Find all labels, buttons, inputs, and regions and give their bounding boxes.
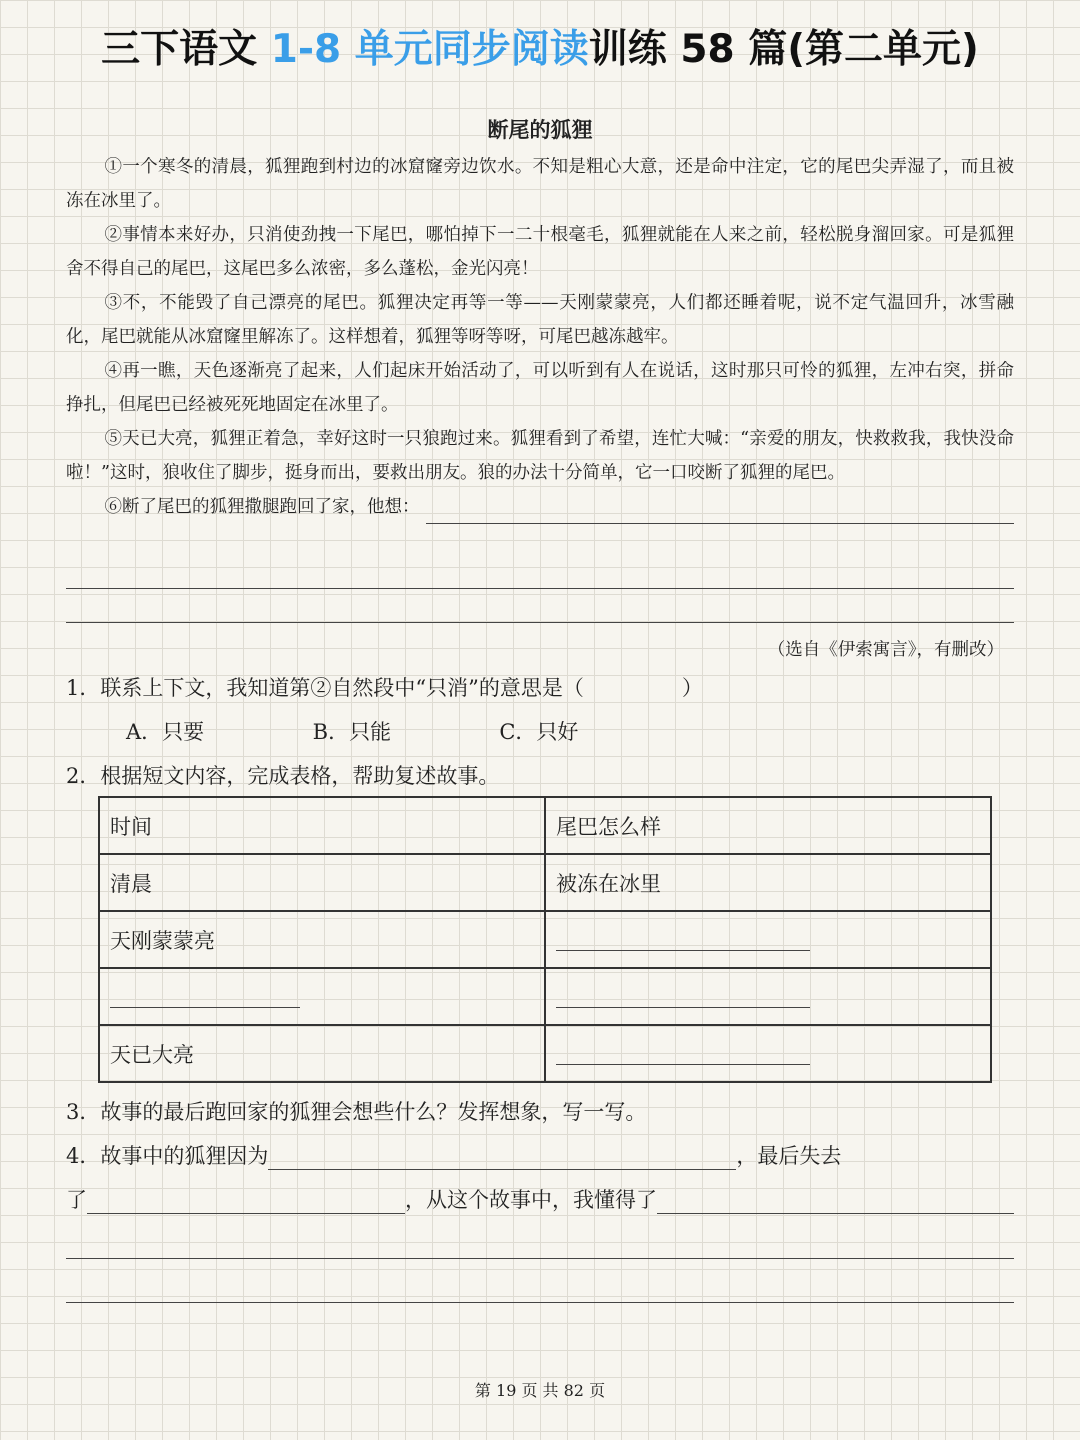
table-cell-time-blank[interactable] bbox=[99, 968, 545, 1025]
table-row bbox=[99, 854, 991, 911]
table-row bbox=[99, 1025, 991, 1082]
story-paragraph-3: ③不，不能毁了自己漂亮的尾巴。狐狸决定再等一等——天刚蒙蒙亮，人们都还睡着呢，说不定气温回升，冰雪融化，尾巴就能从冰窟窿里解冻了。这样想着，狐狸等呀等呀，可尾巴越冻越牢。 bbox=[66, 293, 1014, 347]
option-b[interactable]: B．只能 bbox=[312, 720, 392, 744]
banner-title-prefix: 三下语文 bbox=[101, 27, 271, 72]
option-c[interactable]: C．只好 bbox=[499, 720, 579, 744]
answer-blank[interactable] bbox=[556, 932, 810, 951]
retell-table bbox=[98, 796, 992, 1083]
option-a[interactable]: A．只要 bbox=[126, 720, 205, 744]
table-cell-tail-blank[interactable] bbox=[545, 968, 991, 1025]
table-row bbox=[99, 968, 991, 1025]
story-paragraph-2: ②事情本来好办，只消使劲拽一下尾巴，哪怕掉下一二十根毫毛，狐狸就能在人来之前，轻松脱身溜回家。可是狐狸舍不得自己的尾巴，这尾巴多么浓密，多么蓬松，金光闪亮！ bbox=[66, 225, 1014, 279]
table-cell-tail-blank[interactable] bbox=[545, 911, 991, 968]
question-4-part-4: ，从这个故事中，我懂得了 bbox=[405, 1188, 657, 1212]
story-source: （选自《伊索寓言》，有删改） bbox=[767, 640, 1004, 660]
answer-blank[interactable] bbox=[556, 1046, 810, 1065]
story-paragraph-4: ④再一瞧，天色逐渐亮了起来，人们起床开始活动了，可以听到有人在说话，这时那只可怜的狐狸，左冲右突，拼命挣扎，但尾巴已经被死死地固定在冰里了。 bbox=[66, 361, 1014, 415]
answer-line-question-4-3[interactable] bbox=[66, 1302, 1014, 1303]
question-1-text: 1．联系上下文，我知道第②自然段中“只消”的意思是（ bbox=[66, 676, 584, 700]
question-2-text: 2．根据短文内容，完成表格，帮助复述故事。 bbox=[66, 764, 500, 788]
table-cell-time: 天刚蒙蒙亮 bbox=[99, 911, 545, 968]
question-4-line-2 bbox=[66, 1184, 1014, 1214]
question-1-options bbox=[126, 716, 686, 746]
story-title: 断尾的狐狸 bbox=[487, 118, 593, 142]
question-1 bbox=[66, 672, 703, 702]
answer-line-paragraph-6-3[interactable] bbox=[66, 622, 1014, 623]
worksheet-banner-title bbox=[0, 18, 1080, 74]
table-cell-tail-blank[interactable] bbox=[545, 1025, 991, 1082]
question-1-close: ） bbox=[681, 676, 703, 700]
table-header-time: 时间 bbox=[99, 797, 545, 854]
table-header-tail: 尾巴怎么样 bbox=[545, 797, 991, 854]
story-paragraph-6 bbox=[66, 490, 1014, 524]
table-cell-time: 清晨 bbox=[99, 854, 545, 911]
question-4-part-3: 了 bbox=[66, 1188, 87, 1212]
table-cell-tail: 被冻在冰里 bbox=[545, 854, 991, 911]
question-4-part-2: ，最后失去 bbox=[736, 1144, 842, 1168]
answer-blank-paragraph-6[interactable] bbox=[426, 497, 1015, 524]
question-3-text: 3．故事的最后跑回家的狐狸会想些什么？发挥想象，写一写。 bbox=[66, 1100, 647, 1124]
answer-blank[interactable] bbox=[110, 989, 300, 1008]
answer-blank[interactable] bbox=[556, 989, 810, 1008]
answer-blank-lesson[interactable] bbox=[657, 1189, 1014, 1214]
banner-title-suffix: 训练 58 篇(第二单元) bbox=[588, 27, 979, 72]
table-header-row bbox=[99, 797, 991, 854]
answer-blank-reason[interactable] bbox=[268, 1145, 736, 1170]
answer-line-paragraph-6-2[interactable] bbox=[66, 588, 1014, 589]
story-paragraph-5: ⑤天已大亮，狐狸正着急，幸好这时一只狼跑过来。狐狸看到了希望，连忙大喊：“亲爱的朋友，快救救我，我快没命啦！”这时，狼收住了脚步，挺身而出，要救出朋友。狼的办法十分简单，它一口咬断了狐狸的尾巴。 bbox=[66, 429, 1014, 483]
banner-title-highlight: 1-8 单元同步阅读 bbox=[270, 27, 589, 72]
question-4-part-1: 4．故事中的狐狸因为 bbox=[66, 1144, 269, 1168]
page-number: 第 19 页 共 82 页 bbox=[474, 1381, 606, 1400]
answer-blank-lost[interactable] bbox=[87, 1189, 405, 1214]
question-4-line-1 bbox=[66, 1140, 841, 1170]
table-row bbox=[99, 911, 991, 968]
table-cell-time: 天已大亮 bbox=[99, 1025, 545, 1082]
story-paragraph-6-text: ⑥断了尾巴的狐狸撒腿跑回了家，他想： bbox=[104, 497, 420, 517]
story-body bbox=[66, 150, 1014, 524]
answer-line-question-4-2[interactable] bbox=[66, 1258, 1014, 1259]
story-paragraph-1: ①一个寒冬的清晨，狐狸跑到村边的冰窟窿旁边饮水。不知是粗心大意，还是命中注定，它的尾巴尖弄湿了，而且被冻在冰里了。 bbox=[66, 157, 1014, 211]
